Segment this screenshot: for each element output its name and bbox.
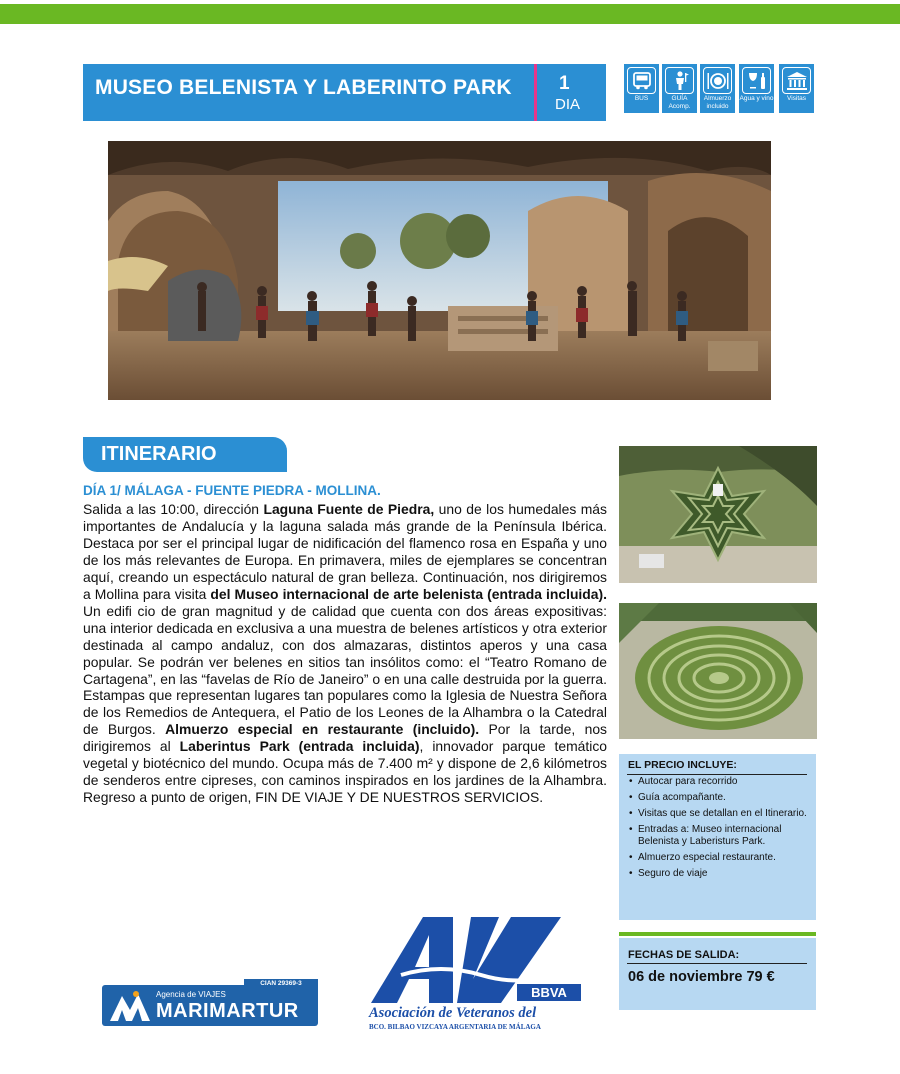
divider	[619, 932, 816, 936]
list-item: • Visitas que se detallan en el Itinerario.	[628, 808, 810, 820]
agency-license: CIAN 29369-3	[244, 979, 318, 989]
association-name: Asociación de Veteranos del	[369, 1005, 537, 1021]
list-item: • Guía acompañante.	[628, 792, 810, 804]
feature-visits	[779, 64, 814, 113]
day-label: DIA	[555, 96, 581, 113]
body-text-run: , innovador parque temático vegetal y biotécnico del mundo. Ocupa más de 7.400 m² y dispone de 2,6 kilómetros de senderos entre cipreses, con caminos inspirados en los jardines de la Alhambra. Regreso a punto de origen, FIN DE VIAJE Y DE NUESTROS SERVICIOS.	[83, 738, 607, 806]
body-text-run: Un edifi cio de gran magnitud y de calidad que cuenta con dos áreas expositivas: una interior dedicada en exclusiva a una muestra de belenes artísticos y otra exterior destinada al campo andaluz, con dos almazaras, distintos aperos y una casa popular. Se podrán ver belenes en sitios tan insólitos como: el “Teatro Romano de Cartagena”, en las “favelas de Río de Janeiro” o en una calle destruida por la guerra. Estampas que representan lugares tan populares como la Iglesia de Nuestra Señora de los Remedios de Antequera, el Patio de los Leones de la Alhambra o la Catedral de Burgos.	[83, 602, 607, 738]
departure-dates-box	[619, 938, 816, 1010]
list-item: • Seguro de viaje	[628, 868, 810, 880]
labyrinth-circles-photo	[619, 603, 817, 739]
veteranos-association-logo	[361, 915, 601, 1030]
museum-icon	[782, 67, 811, 94]
page-title: MUSEO BELENISTA Y LABERINTO PARK	[95, 76, 512, 99]
includes-title: EL PRECIO INCLUYE:	[628, 759, 737, 771]
itinerary-label: ITINERARIO	[101, 443, 217, 465]
highlight-text: Laguna Fuente de Piedra,	[263, 501, 435, 517]
title-divider	[534, 64, 537, 121]
feature-label: GUÍA Acomp.	[668, 95, 691, 110]
highlight-text: Almuerzo especial en restaurante (incluido).	[165, 721, 480, 738]
body-text-run: uno de los humedales más importantes de Andalucía y la laguna salada más grande de la Península Ibérica. Destaca por ser el principal lugar de nidificación del flamenco rosa en España y uno de los más relevantes de Europa. En primavera, miles de ejemplares se concentran aquí, creando un espectáculo natural de gran belleza. Continuación, nos dirigiremos a Mollina para visita	[83, 501, 607, 602]
top-accent-bar	[0, 4, 900, 24]
agency-name: MARIMARTUR	[156, 1000, 299, 1022]
logo-plate	[102, 985, 318, 1026]
body-text-run: Salida a las 10:00, dirección	[83, 501, 264, 517]
drinks-icon	[742, 67, 771, 94]
list-item: • Almuerzo especial restaurante.	[628, 852, 810, 864]
departure-date-price: 06 de noviembre 79 €	[628, 969, 775, 985]
guide-icon	[665, 67, 694, 94]
highlight-text: Laberintus Park (entrada incluida)	[179, 738, 420, 755]
feature-label: BUS	[634, 95, 649, 102]
feature-label: Almuerzo incluido	[703, 95, 732, 110]
meal-icon	[703, 67, 732, 94]
title-banner	[83, 64, 606, 121]
agency-subtitle: Agencia de VIAJES	[156, 990, 226, 999]
day-heading: DÍA 1/ MÁLAGA - FUENTE PIEDRA - MOLLINA.	[83, 483, 381, 498]
list-item: • Entradas a: Museo internacional Belenista y Laberisturs Park.	[628, 824, 810, 847]
body-text-run: Por la tarde, nos dirigiremos al	[83, 721, 607, 755]
day-count: 1	[559, 73, 570, 94]
feature-drinks	[739, 64, 774, 113]
association-subtitle: BCO. BILBAO VIZCAYA ARGENTARIA DE MÁLAGA	[369, 1023, 541, 1031]
includes-list	[628, 776, 810, 884]
labyrinth-star-photo	[619, 446, 817, 583]
highlight-text: del Museo internacional de arte belenista (entrada incluida).	[210, 585, 607, 602]
mountain-icon	[108, 988, 152, 1024]
itinerary-text	[83, 501, 607, 806]
price-includes-box	[619, 754, 816, 920]
list-item: • Autocar para recorrido	[628, 776, 810, 788]
feature-label: Agua y vino	[739, 95, 774, 102]
includes-divider	[627, 774, 807, 775]
itinerary-badge	[83, 437, 287, 472]
marimartur-logo	[102, 979, 318, 1026]
feature-label: Visitas	[786, 95, 807, 102]
dates-divider	[627, 963, 807, 964]
feature-guide	[662, 64, 697, 113]
feature-meal	[700, 64, 735, 113]
nativity-scene-photo	[108, 141, 771, 400]
bus-icon	[627, 67, 656, 94]
bbva-badge: BBVA	[517, 984, 581, 1001]
dates-title: FECHAS DE SALIDA:	[628, 949, 740, 961]
feature-bus	[624, 64, 659, 113]
